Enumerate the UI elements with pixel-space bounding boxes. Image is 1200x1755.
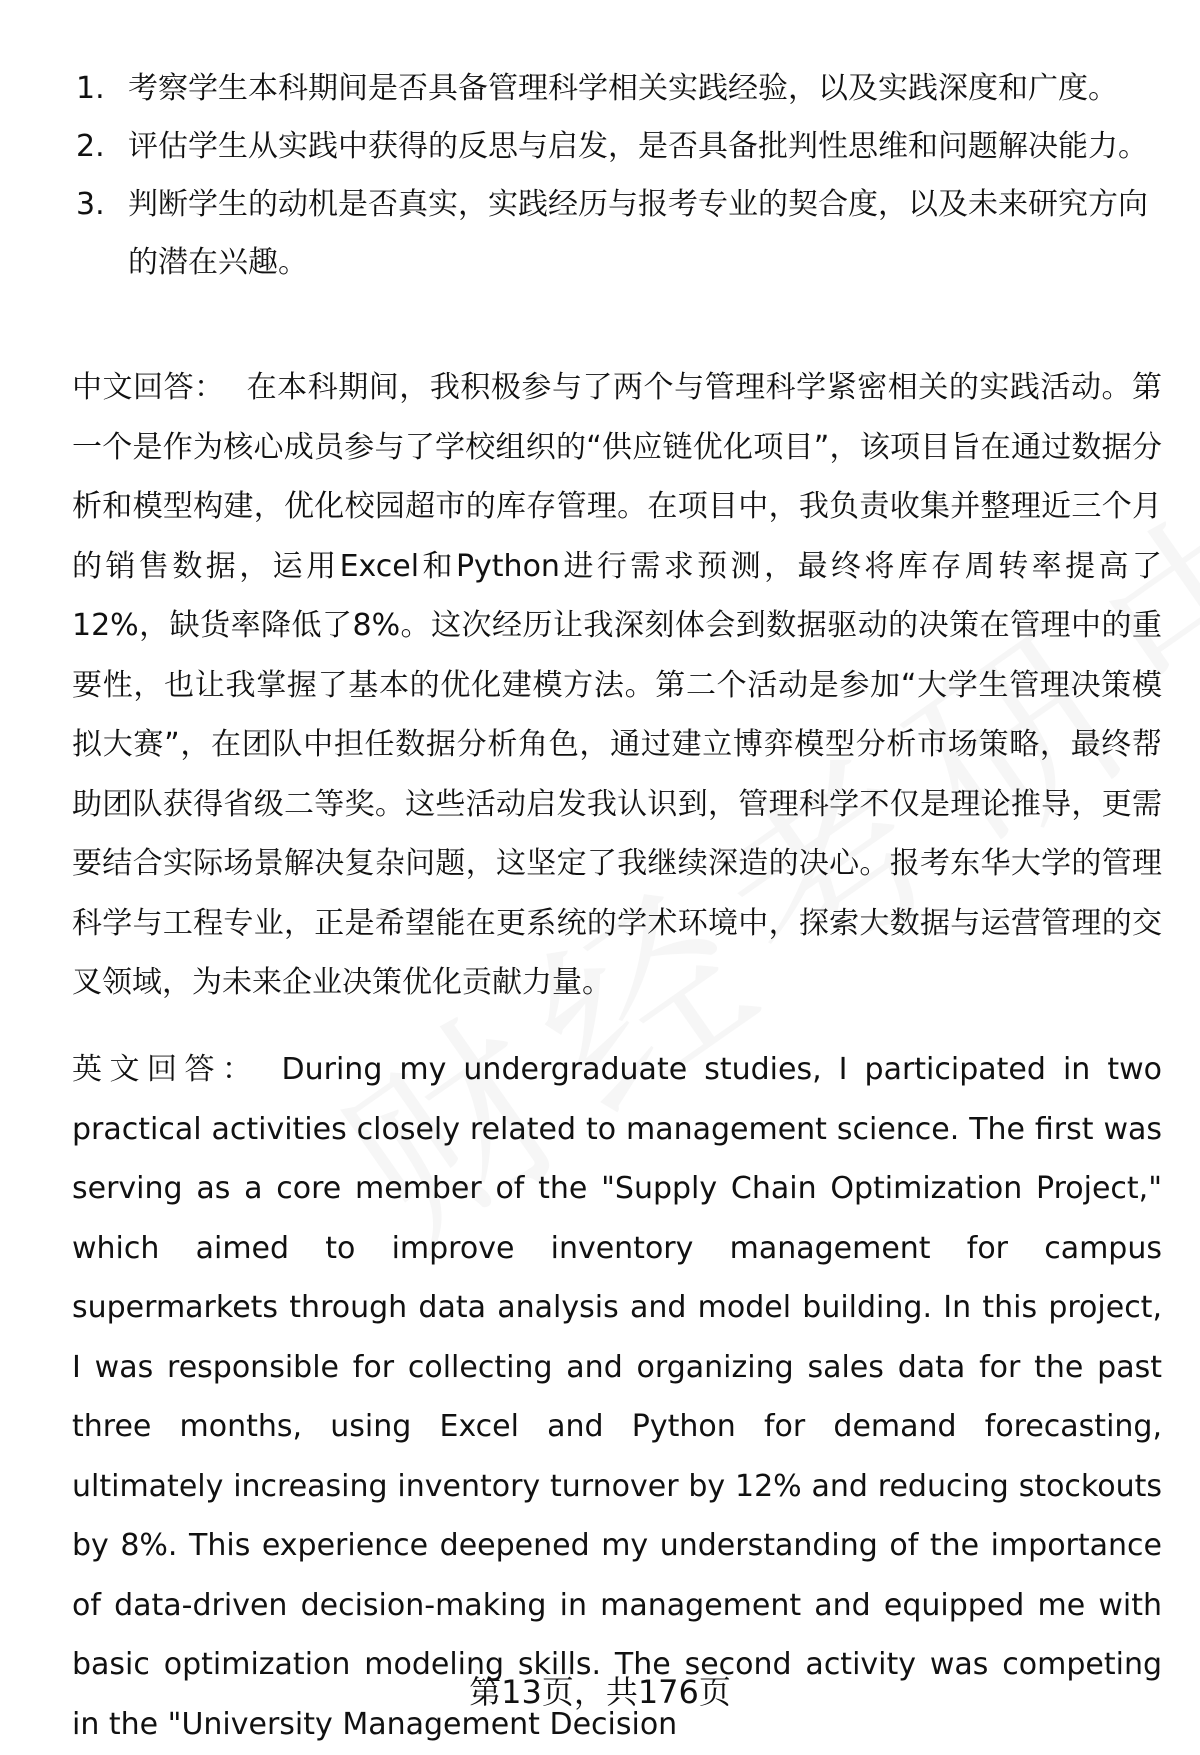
chinese-answer-label: 中文回答：: [72, 370, 225, 405]
english-answer-label: 英文回答：: [72, 1052, 260, 1087]
english-answer-paragraph: [72, 1040, 1162, 1754]
list-item: [76, 60, 1156, 118]
list-item-number: 3.: [76, 187, 105, 222]
list-item-text: 考察学生本科期间是否具备管理科学相关实践经验，以及实践深度和广度。: [128, 71, 1118, 106]
list-item: [76, 176, 1156, 292]
page-number: 第13页，共176页: [469, 1673, 731, 1711]
list-item: [76, 118, 1156, 176]
question-list: [76, 60, 1156, 292]
list-item-number: 1.: [76, 71, 105, 106]
list-item-text: 判断学生的动机是否真实，实践经历与报考专业的契合度，以及未来研究方向的潜在兴趣。: [128, 187, 1148, 280]
chinese-answer-paragraph: [72, 358, 1162, 1013]
chinese-answer-text: 在本科期间，我积极参与了两个与管理科学紧密相关的实践活动。第一个是作为核心成员参与了学校组织的“供应链优化项目”，该项目旨在通过数据分析和模型构建，优化校园超市的库存管理。在项目中，我负责收集并整理近三个月的销售数据，运用Excel和Python进行需求预测，最终将库存周转率提高了12%，缺货率降低了8%。这次经历让我深刻体会到数据驱动的决策在管理中的重要性，也让我掌握了基本的优化建模方法。第二个活动是参加“大学生管理决策模拟大赛”，在团队中担任数据分析角色，通过建立博弈模型分析市场策略，最终帮助团队获得省级二等奖。这些活动启发我认识到，管理科学不仅是理论推导，更需要结合实际场景解决复杂问题，这坚定了我继续深造的决心。报考东华大学的管理科学与工程专业，正是希望能在更系统的学术环境中，探索大数据与运营管理的交叉领域，为未来企业决策优化贡献力量。: [72, 370, 1163, 1000]
list-item-text: 评估学生从实践中获得的反思与启发，是否具备批判性思维和问题解决能力。: [128, 129, 1148, 164]
list-item-number: 2.: [76, 129, 105, 164]
english-answer-text: During my undergraduate studies, I participated in two practical activities closely related to management science. The first was serving as a core member of the "Supply Chain Optimization Project," which aimed to improve inventory management for campus supermarkets through data analysis and model building. In this project, I was responsible for collecting and organizing sales data for the past three months, using Excel and Python for demand forecasting, ultimately increasing inventory turnover by 12% and reducing stockouts by 8%. This experience deepened my understanding of the importance of data-driven decision-making in management and equipped me with basic optimization modeling skills. The second activity was competing in the "University Management Decision: [72, 1052, 1162, 1742]
